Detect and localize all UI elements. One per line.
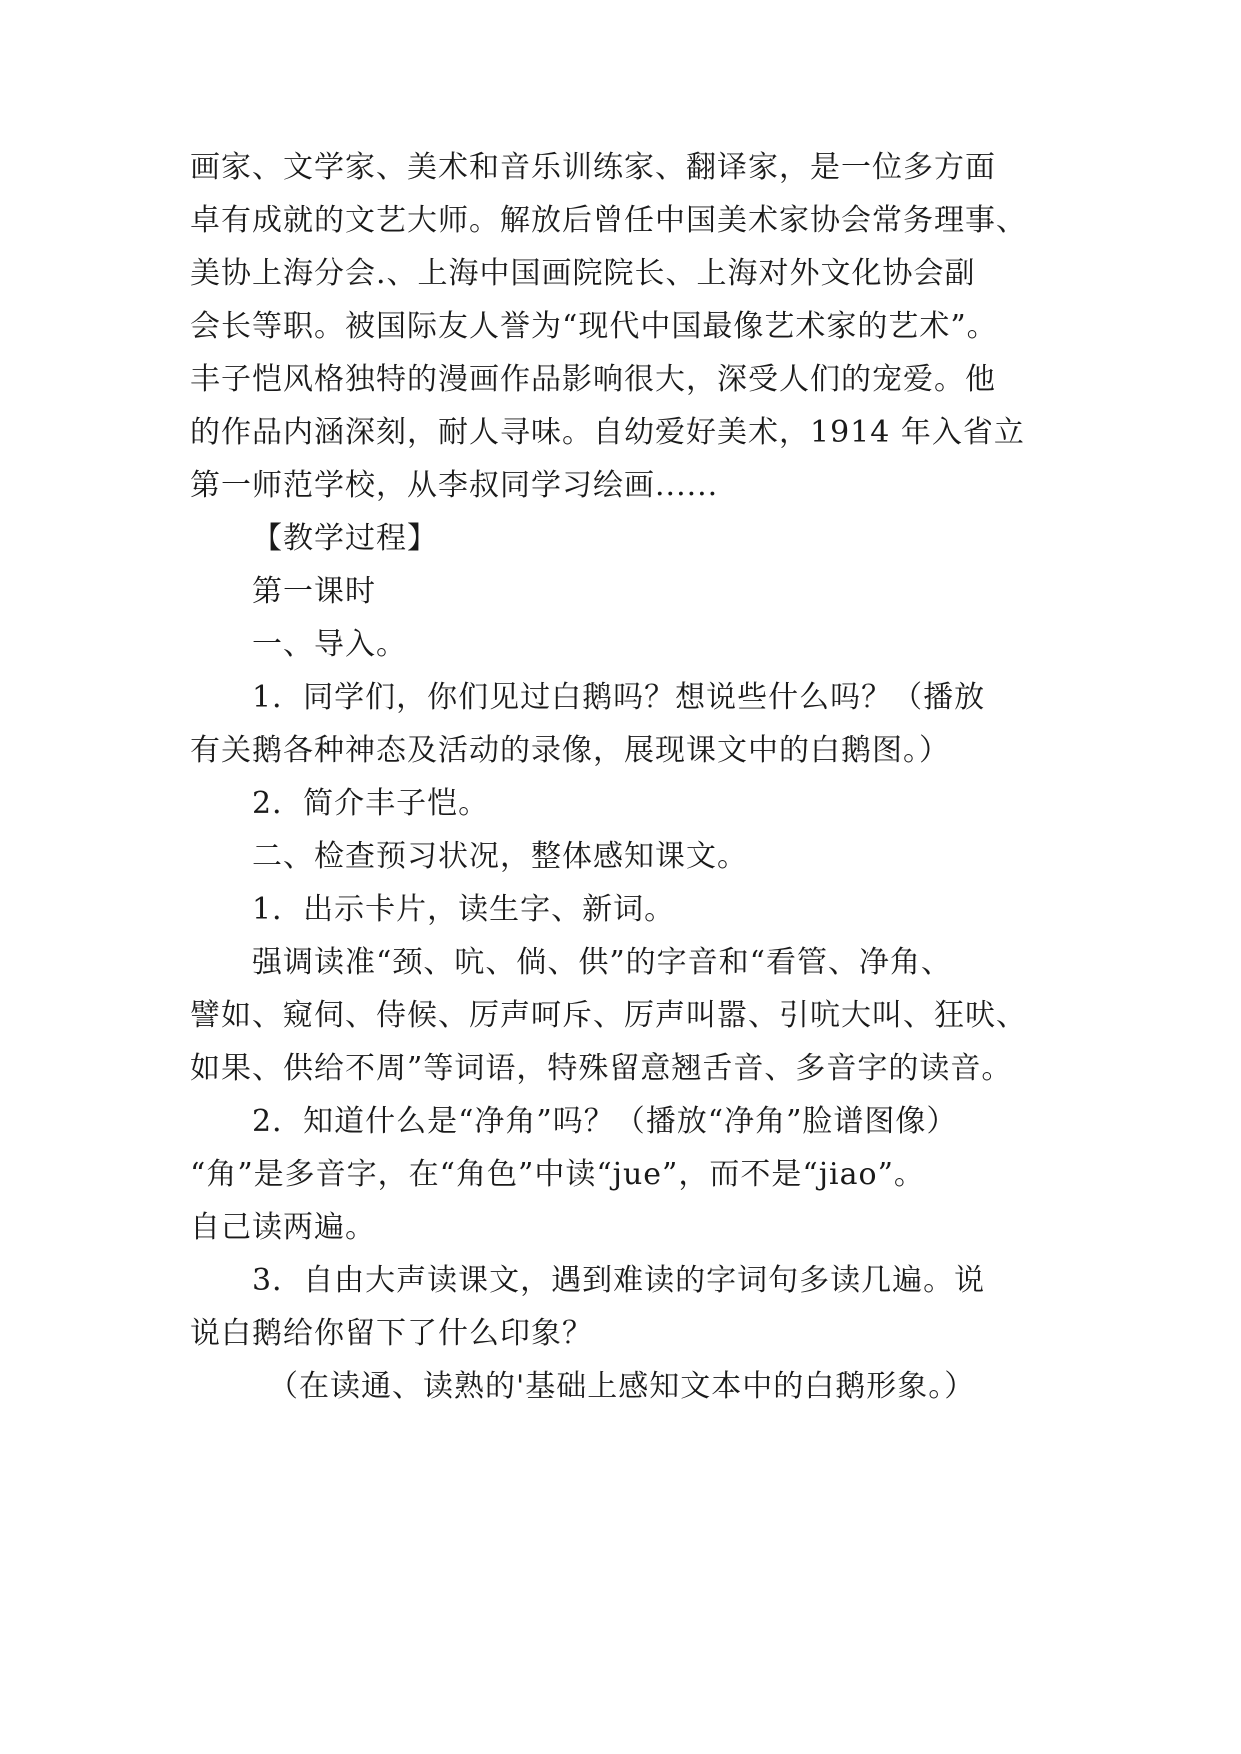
paragraph-line: 美协上海分会.、上海中国画院院长、上海对外文化协会副	[190, 256, 976, 291]
paragraph-line: 说白鹅给你留下了什么印象？	[190, 1316, 593, 1351]
paragraph-line: 有关鹅各种神态及活动的录像，展现课文中的白鹅图。）	[190, 733, 950, 768]
paragraph-line: 第一师范学校，从李叔同学习绘画......	[190, 468, 719, 503]
paragraph-line: 会长等职。被国际友人誉为“现代中国最像艺术家的艺术”。	[190, 309, 998, 344]
paragraph-line: 画家、文学家、美术和音乐训练家、翻译家，是一位多方面	[190, 150, 996, 185]
paragraph-line: （在读通、读熟的'基础上感知文本中的白鹅形象。）	[268, 1369, 976, 1404]
paragraph-line: 的作品内涵深刻，耐人寻味。自幼爱好美术，1914 年入省立	[190, 415, 1025, 450]
paragraph-line: 自己读两遍。	[190, 1210, 376, 1245]
paragraph-line: 譬如、窥伺、侍候、厉声呵斥、厉声叫嚣、引吭大叫、狂吠、	[190, 998, 1027, 1033]
paragraph-line: 3．自由大声读课文，遇到难读的字词句多读几遍。说	[252, 1263, 986, 1298]
section-heading: 【教学过程】	[252, 521, 438, 556]
paragraph-line: 2．简介丰子恺。	[252, 786, 490, 821]
paragraph-line: 1．同学们，你们见过白鹅吗？想说些什么吗？（播放	[252, 680, 986, 715]
lesson-heading: 第一课时	[252, 574, 376, 609]
paragraph-line: 强调读准“颈、吭、倘、供”的字音和“看管、净角、	[252, 945, 953, 980]
paragraph-line: 卓有成就的文艺大师。解放后曾任中国美术家协会常务理事、	[190, 203, 1027, 238]
section-heading: 二、检查预习状况，整体感知课文。	[252, 839, 748, 874]
paragraph-line: “角”是多音字，在“角色”中读“jue”，而不是“jiao”。	[190, 1157, 925, 1192]
paragraph-line: 1．出示卡片，读生字、新词。	[252, 892, 676, 927]
paragraph-line: 丰子恺风格独特的漫画作品影响很大，深受人们的宠爱。他	[190, 362, 996, 397]
paragraph-line: 如果、供给不周”等词语，特殊留意翘舌音、多音字的读音。	[190, 1051, 1013, 1086]
section-heading: 一、导入。	[252, 627, 407, 662]
paragraph-line: 2．知道什么是“净角”吗？（播放“净角”脸谱图像）	[252, 1104, 958, 1139]
